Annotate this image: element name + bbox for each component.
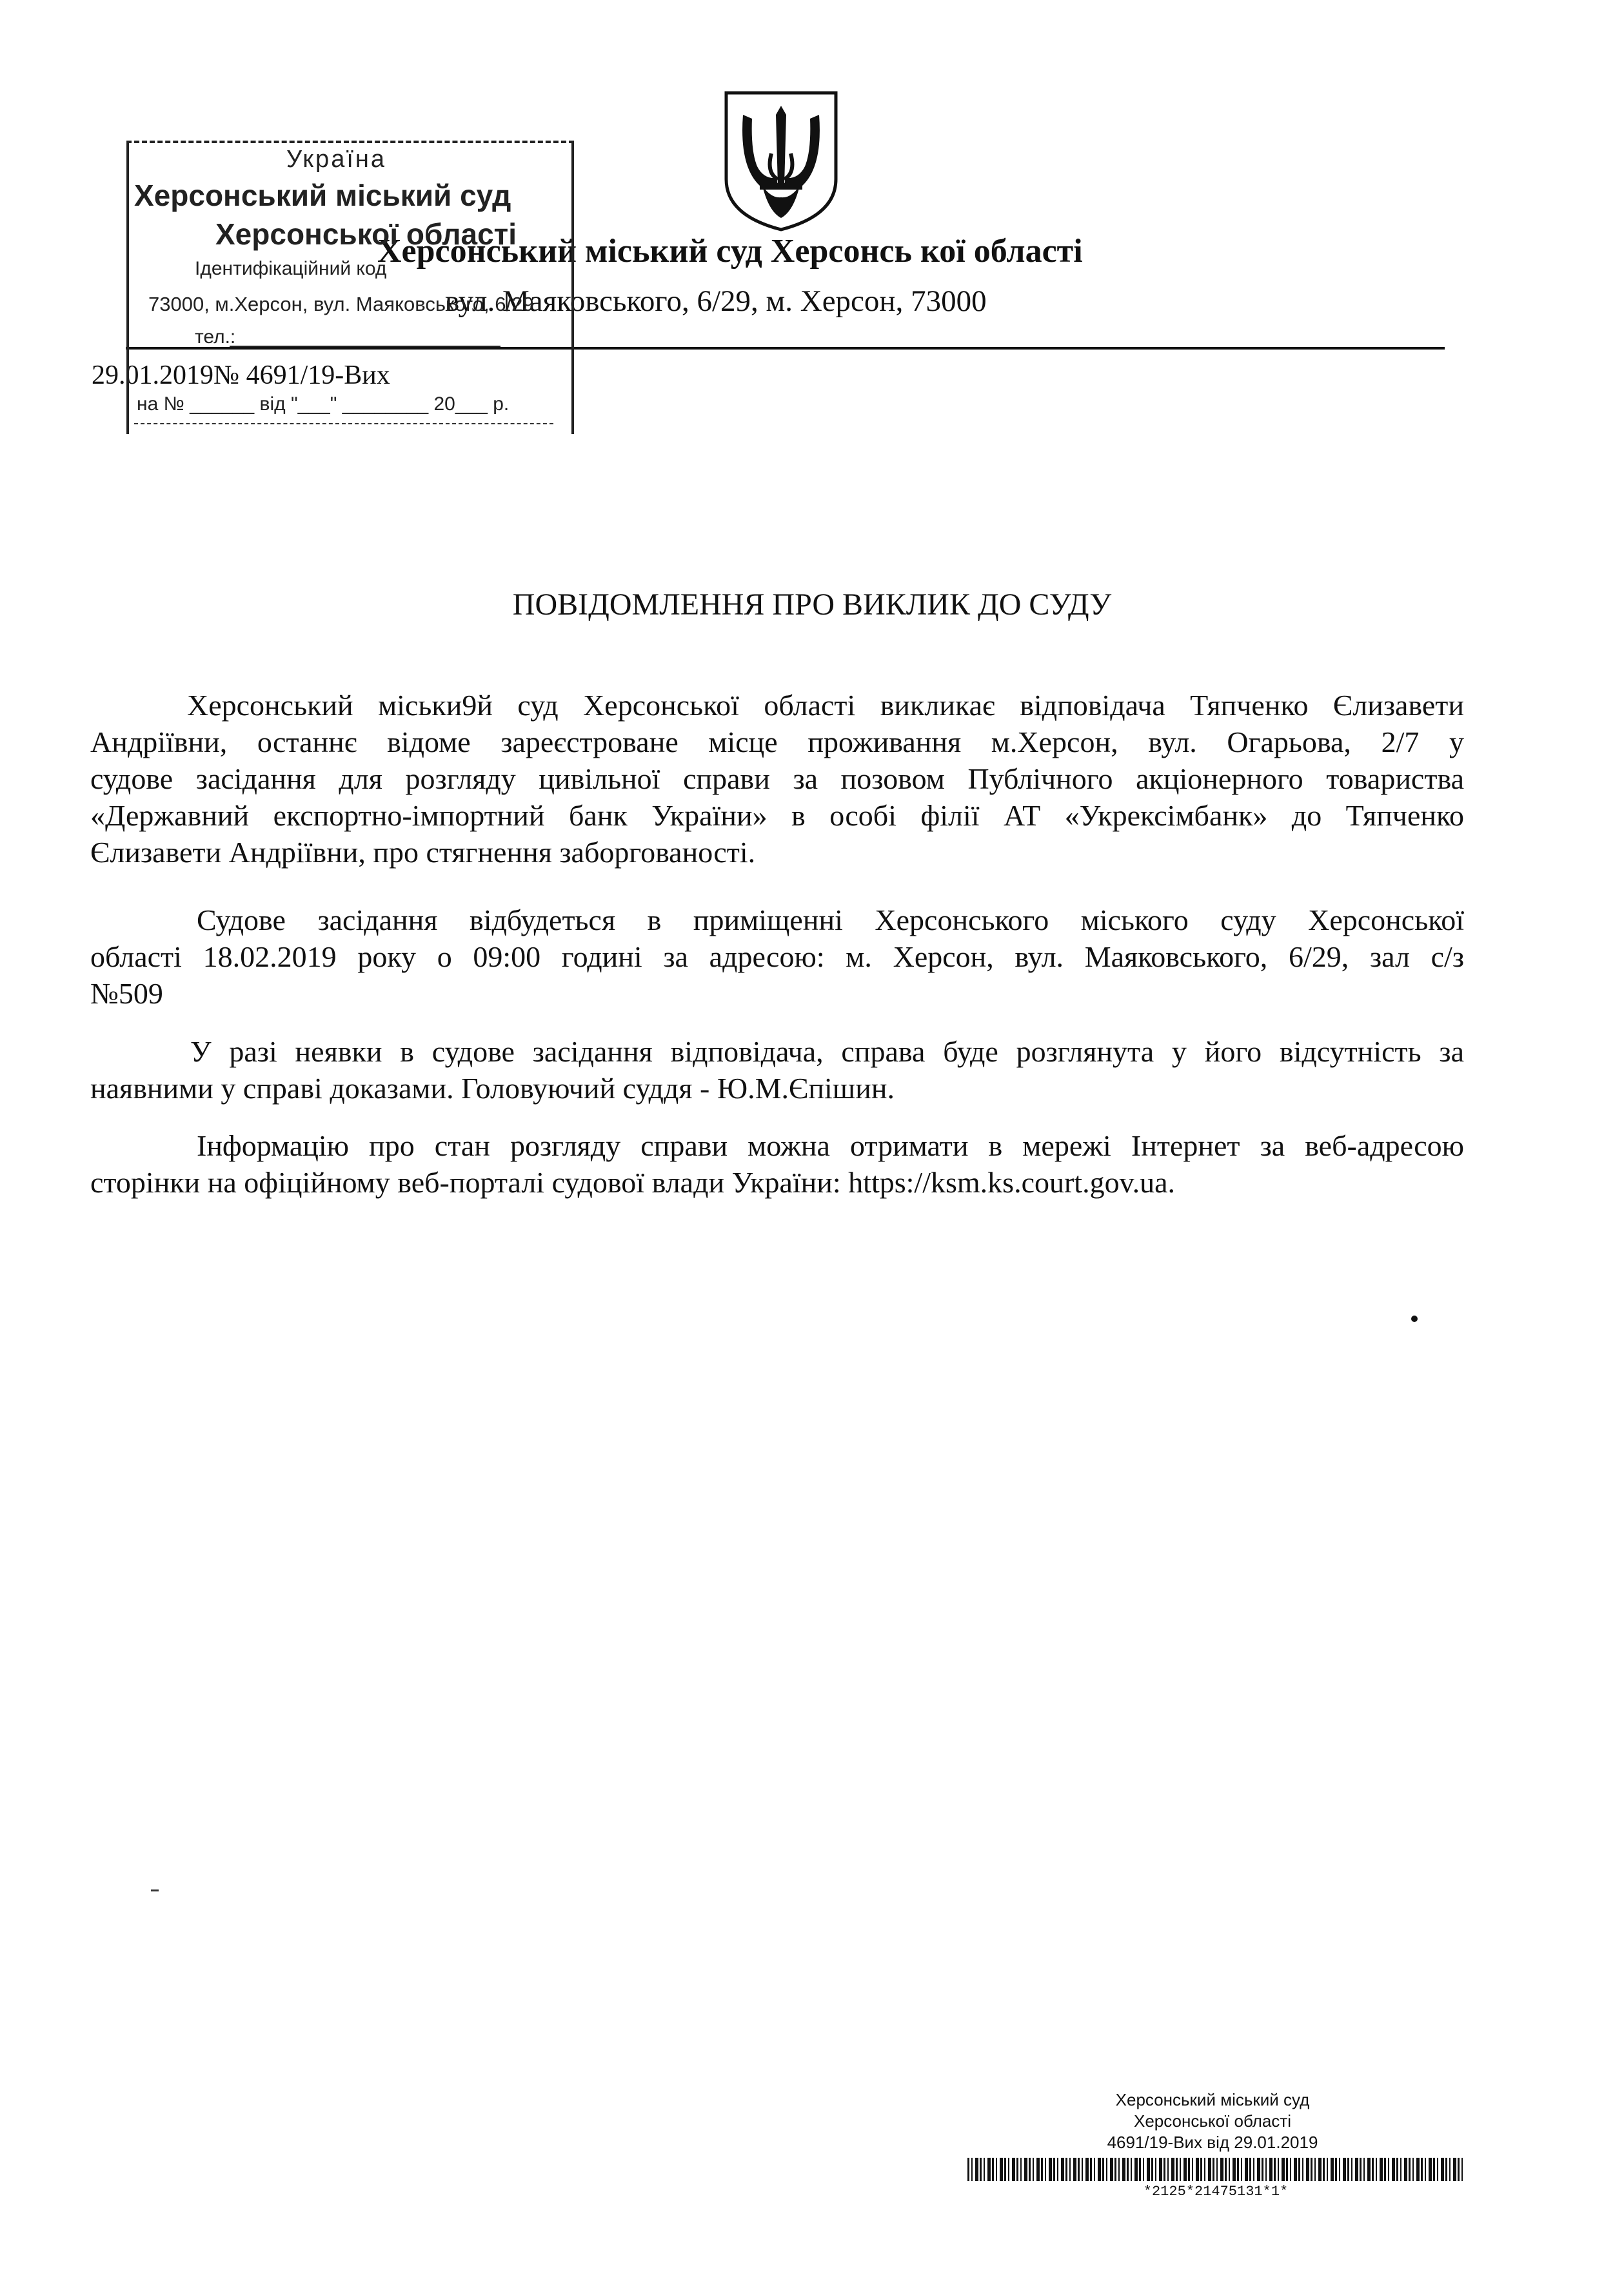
text-line: Судове засідання відбудеться в приміщенні Херсонського міського суду Херсонської: [197, 903, 1464, 936]
text-line: Андріївни, останнє відоме зареєстроване місце проживання м.Херсон, вул. Огарьова, 2/7 у: [90, 725, 1464, 758]
text-line: «Державний експортно-імпортний банк України» в особі філії АТ «Укрексімбанк» до Тяпченко: [90, 799, 1464, 832]
text-line: У разі неявки в судове засідання відповідача, справа буде розглянута у його відсутність за: [190, 1035, 1464, 1068]
stamp-court: Херсонський міський суд: [134, 179, 511, 212]
registration-number: 4691/19-Вих від 29.01.2019: [1107, 2133, 1318, 2152]
text-line: сторінки на офіційному веб-порталі судової влади України: https://ksm.ks.court.gov.ua.: [90, 1166, 1176, 1199]
stamp-phone: тел.:: [195, 326, 236, 348]
stamp-bottom-line: [134, 423, 553, 424]
tryzub-coat-of-arms-icon: [721, 89, 841, 232]
registration-region: Херсонської області: [1134, 2111, 1291, 2131]
stamp-phone-underline: [230, 346, 500, 347]
registration-stamp: [961, 2089, 1464, 2153]
document-title: ПОВІДОМЛЕННЯ ПРО ВИКЛИК ДО СУДУ: [512, 587, 1112, 622]
text-line: Єлизавети Андріївни, про стягнення заборгованості.: [90, 836, 756, 869]
stamp-region: Херсонської області: [215, 217, 517, 251]
text-line: області 18.02.2019 року о 09:00 годині за адресою: м. Херсон, вул. Маяковського, 6/29, зал с/з: [90, 940, 1464, 973]
court-name-heading: Херсонський міський суд Херсонсь кої області: [377, 233, 1083, 270]
text-line: Херсонський міськи9й суд Херсонської області викликає відповідача Тяпченко Єлизавети: [187, 689, 1464, 722]
scan-mark: [151, 1889, 159, 1891]
court-stamp: [126, 141, 574, 434]
scan-dot: [1411, 1316, 1418, 1322]
paragraph-information: [90, 1127, 1464, 1201]
barcode: [967, 2158, 1464, 2181]
paragraph-summons: [90, 687, 1464, 871]
text-line: наявними у справі доказами. Головуючий суддя - Ю.М.Єпішин.: [90, 1072, 895, 1105]
registration-court: Херсонський міський суд: [1115, 2090, 1310, 2109]
text-line: судове засідання для розгляду цивільної справи за позовом Публічного акціонерного товариства: [90, 762, 1464, 795]
paragraph-absence: [90, 1033, 1464, 1107]
outgoing-reference: 29.01.2019№ 4691/19-Вих: [92, 360, 390, 390]
text-line: Інформацію про стан розгляду справи можна отримати в мережі Інтернет за веб-адресою: [197, 1129, 1464, 1162]
court-address: вул. Маяковського, 6/29, м. Херсон, 73000: [445, 284, 987, 318]
stamp-address: 73000, м.Херсон, вул. Маяковського, 6/29: [148, 293, 534, 315]
paragraph-hearing: [90, 902, 1464, 1012]
stamp-border-left: [126, 141, 129, 434]
stamp-country: Україна: [286, 146, 387, 173]
stamp-on-number: на № ______ від "___" ________ 20___ р.: [137, 393, 510, 415]
barcode-text: *2125*21475131*1*: [1143, 2184, 1289, 2200]
text-line: №509: [90, 977, 163, 1010]
stamp-border-top: [126, 141, 574, 143]
stamp-identification: Ідентифікаційний код: [195, 258, 387, 279]
stamp-border-right: [571, 141, 574, 434]
